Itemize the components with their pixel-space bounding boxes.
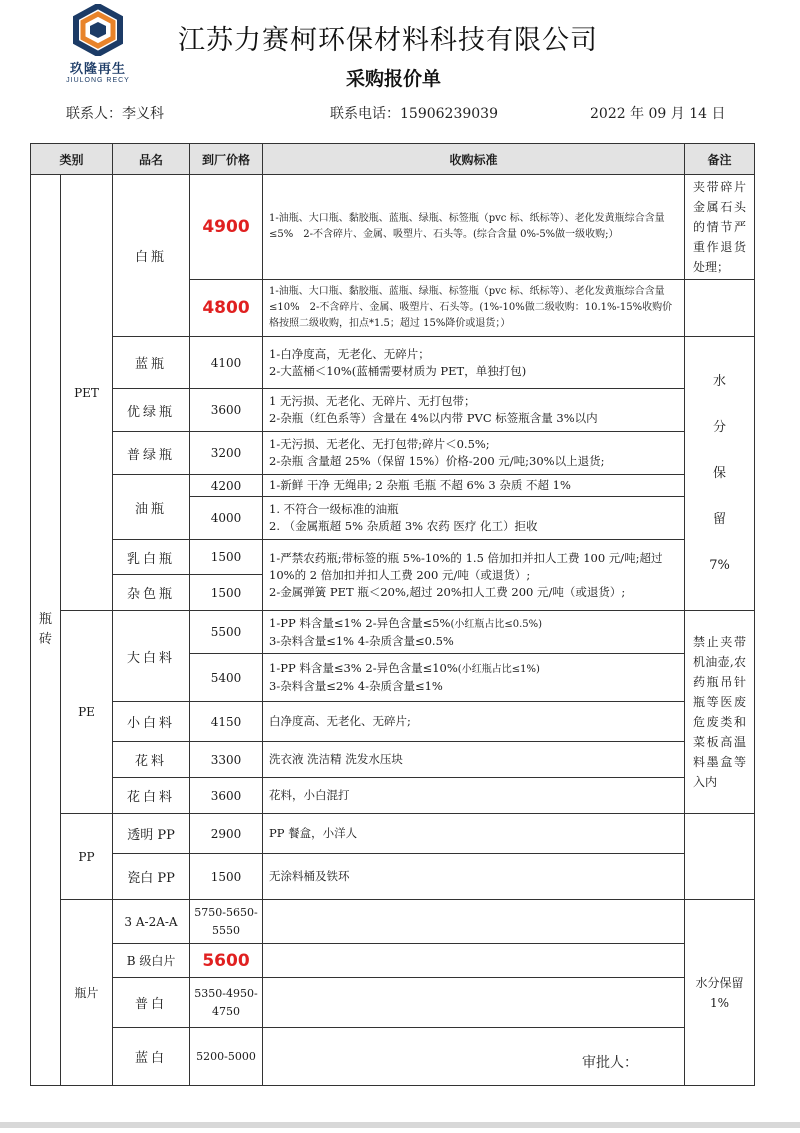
price-white-bottle-grade2: 4800 <box>190 280 263 337</box>
standard-part: 3-杂料含量≤1% 4-杂质含量≤0.5% <box>269 633 454 648</box>
standard-white-bottle-grade1: 1-油瓶、大口瓶、黏胶瓶、蓝瓶、绿瓶、标签瓶（pvc 标、纸标等）、老化发黄瓶综合含量≤5% 2-不含碎片、金属、吸塑片、石头等。(综合含量 0%-5%做一级收购;） <box>263 175 685 280</box>
remark-pet-moisture <box>685 337 755 611</box>
table-row <box>31 175 755 280</box>
standard-blue-bottle: 1-白净度高，无老化、无碎片； 2-大蓝桶＜10%(蓝桶需要材质为 PET，单独打包) <box>263 337 685 389</box>
price-flake-blue: 5200-5000 <box>190 1028 263 1086</box>
product-oil-bottle: 油瓶 <box>113 475 190 540</box>
product-pp-clear: 透明 PP <box>113 814 190 854</box>
product-flake-3a: 3 A-2A-A <box>113 900 190 944</box>
header-price: 到厂价格 <box>190 144 263 175</box>
brand-name: 玖隆再生 <box>69 62 126 77</box>
price-pe-flower: 3300 <box>190 742 263 778</box>
remark-char: 分 <box>713 419 727 435</box>
table-row <box>31 702 755 742</box>
table-row <box>31 475 755 497</box>
group-pe: PE <box>61 611 113 814</box>
table-row <box>31 1028 755 1086</box>
price-pe-big-white-grade1: 5500 <box>190 611 263 654</box>
table-row <box>31 854 755 900</box>
table-row <box>31 389 755 432</box>
product-white-bottle: 白瓶 <box>113 175 190 337</box>
header-remark: 备注 <box>685 144 755 175</box>
remark-empty <box>685 854 755 900</box>
remark-pe-prohibited: 禁止夹带机油壶,农药瓶吊针瓶等医废危废类和菜板高温料墨盒等入内 <box>685 611 755 814</box>
standard-green-regular: 1-无污损、无老化、无打包带;碎片＜0.5%; 2-杂瓶 含量超 25%（保留 15%）价格-200 元/吨;30%以上退货; <box>263 432 685 475</box>
page-bottom-divider <box>0 1122 800 1128</box>
standard-pp-porcelain: 无涂料桶及铁环 <box>263 854 685 900</box>
product-green-regular: 普绿瓶 <box>113 432 190 475</box>
table-row <box>31 611 755 654</box>
standard-part: 1-PP 料含量≤1% 2-异色含量≤5% <box>269 615 451 630</box>
price-mixed-color: 1500 <box>190 575 263 611</box>
product-flake-normal: 普白 <box>113 978 190 1028</box>
table-row <box>31 814 755 854</box>
remark-char: 水 <box>713 373 727 389</box>
table-row <box>31 432 755 475</box>
standard-pe-big-white-grade1 <box>263 611 685 654</box>
product-pe-big-white: 大白料 <box>113 611 190 702</box>
price-flake-normal: 5350-4950-4750 <box>190 978 263 1028</box>
category-label: 瓶 砖 <box>38 612 52 647</box>
standard-pe-flower-white: 花料，小白混打 <box>263 778 685 814</box>
standard-pp-clear: PP 餐盒，小洋人 <box>263 814 685 854</box>
approver-label: 审批人： <box>582 1055 638 1071</box>
table-row <box>31 540 755 575</box>
price-flake-b: 5600 <box>190 944 263 978</box>
price-pe-flower-white: 3600 <box>190 778 263 814</box>
remark-char: 留 <box>713 511 727 527</box>
table-row <box>31 900 755 944</box>
standard-part-small: (小红瓶占比≤1%) <box>457 664 540 675</box>
table-row <box>31 337 755 389</box>
price-blue-bottle: 4100 <box>190 337 263 389</box>
product-flake-blue: 蓝白 <box>113 1028 190 1086</box>
remark-empty <box>685 814 755 854</box>
document-date: 2022 年 09 月 14 日 <box>590 106 726 122</box>
document-title: 采购报价单 <box>346 68 442 90</box>
price-green-premium: 3600 <box>190 389 263 432</box>
header-standard: 收购标准 <box>263 144 685 175</box>
recycle-logo-icon <box>70 4 126 56</box>
product-flake-b: B 级白片 <box>113 944 190 978</box>
table-row <box>31 944 755 978</box>
product-pp-porcelain: 瓷白 PP <box>113 854 190 900</box>
product-pe-flower-white: 花白料 <box>113 778 190 814</box>
brand-name-en: JIULONG RECY <box>66 77 130 84</box>
company-name: 江苏力赛柯环保材料科技有限公司 <box>178 25 598 56</box>
standard-part-small: (小红瓶占比≤0.5%) <box>450 618 543 630</box>
company-logo <box>56 4 140 88</box>
table-row <box>31 778 755 814</box>
price-white-bottle-grade1: 4900 <box>190 175 263 280</box>
standard-oil-bottle-grade1: 1-新鲜 干净 无绳串; 2 杂瓶 毛瓶 不超 6% 3 杂质 不超 1% <box>263 475 685 497</box>
group-pp: PP <box>61 814 113 900</box>
product-green-premium: 优绿瓶 <box>113 389 190 432</box>
price-table <box>30 143 755 1086</box>
table-row <box>31 978 755 1028</box>
price-pe-big-white-grade2: 5400 <box>190 654 263 702</box>
table-row <box>31 742 755 778</box>
price-pe-small-white: 4150 <box>190 702 263 742</box>
price-pp-porcelain: 1500 <box>190 854 263 900</box>
remark-empty <box>685 280 755 337</box>
product-milk-white: 乳白瓶 <box>113 540 190 575</box>
standard-milk-mixed: 1-严禁农药瓶;带标签的瓶 5%-10%的 1.5 倍加扣并扣人工费 100 元/吨;超过 10%的 2 倍加扣并扣人工费 200 元/吨（或退货）; 2-金属弹簧 PET 瓶＜20%,超过 20%扣人工费 200 元/吨（或退货）; <box>263 540 685 611</box>
price-oil-bottle-grade1: 4200 <box>190 475 263 497</box>
remark-char: 7% <box>709 557 730 573</box>
standard-pe-flower: 洗衣液 洗洁精 洗发水压块 <box>263 742 685 778</box>
remark-white-bottle: 夹带碎片金属石头的情节严重作退货处理； <box>685 175 755 280</box>
product-pe-flower: 花料 <box>113 742 190 778</box>
price-pp-clear: 2900 <box>190 814 263 854</box>
header-category: 类别 <box>31 144 113 175</box>
standard-oil-bottle-grade2: 1. 不符合一级标准的油瓶 2. （金属瓶超 5% 杂质超 3% 农药 医疗 化工）拒收 <box>263 497 685 540</box>
header-product: 品名 <box>113 144 190 175</box>
remark-char: 保 <box>713 465 727 481</box>
standard-part: 1-PP 料含量≤3% 2-异色含量≤10% <box>269 661 458 675</box>
price-flake-3a: 5750-5650-5550 <box>190 900 263 944</box>
group-flake: 瓶片 <box>61 900 113 1086</box>
standard-empty <box>263 900 685 944</box>
price-green-regular: 3200 <box>190 432 263 475</box>
standard-empty <box>263 978 685 1028</box>
standard-green-premium: 1 无污损、无老化、无碎片、无打包带； 2-杂瓶（红色系等）含量在 4%以内带 PVC 标签瓶含量 3%以内 <box>263 389 685 432</box>
product-mixed-color: 杂色瓶 <box>113 575 190 611</box>
remark-pet-moisture-text <box>705 359 735 589</box>
contact-person: 联系人：李义科 <box>66 106 164 122</box>
price-oil-bottle-grade2: 4000 <box>190 497 263 540</box>
standard-empty <box>263 944 685 978</box>
product-pe-small-white: 小白料 <box>113 702 190 742</box>
contact-phone: 联系电话：15906239039 <box>330 106 498 122</box>
product-blue-bottle: 蓝瓶 <box>113 337 190 389</box>
group-pet: PET <box>61 175 113 611</box>
standard-pe-small-white: 白净度高、无老化、无碎片; <box>263 702 685 742</box>
remark-flake-moisture: 水分保留 1% <box>685 900 755 1086</box>
table-header-row <box>31 144 755 175</box>
price-milk-white: 1500 <box>190 540 263 575</box>
category-cell <box>31 175 61 1086</box>
standard-pe-big-white-grade2 <box>263 654 685 702</box>
standard-part: 3-杂料含量≤2% 4-杂质含量≤1% <box>269 679 443 693</box>
standard-white-bottle-grade2: 1-油瓶、大口瓶、黏胶瓶、蓝瓶、绿瓶、标签瓶（pvc 标、纸标等）、老化发黄瓶综合含量≤10% 2-不含碎片、金属、吸塑片、石头等。(1%-10%做二级收购：10.1%-15%收购价格按照二级收购，扣点*1.5；超过 15%降价或退货；） <box>263 280 685 337</box>
